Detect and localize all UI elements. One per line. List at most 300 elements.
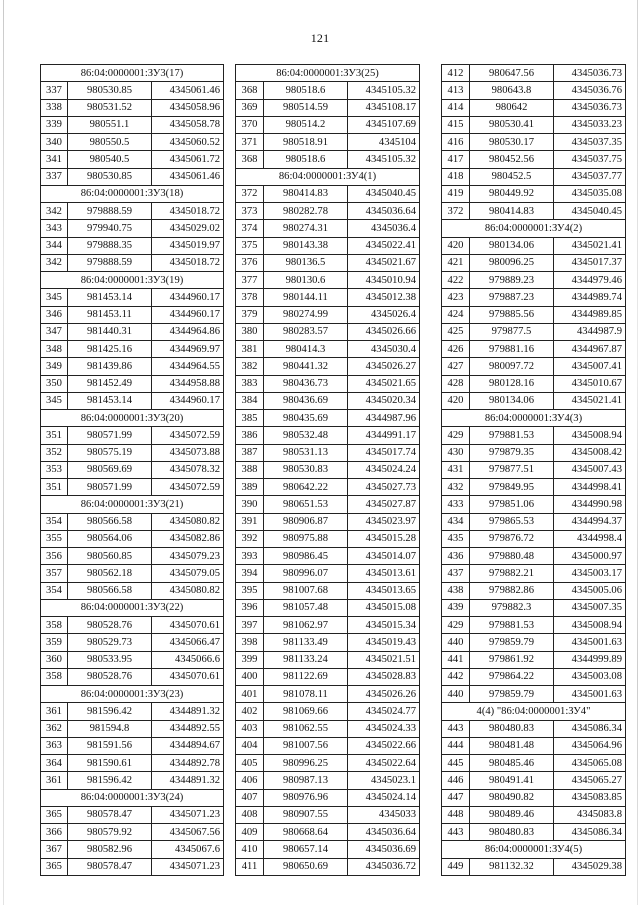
coordinate-row xyxy=(236,203,420,220)
coordinate-row xyxy=(236,617,420,634)
coordinate-row xyxy=(41,254,224,271)
point-number: 442 xyxy=(442,668,470,685)
y-coordinate: 4345082.86 xyxy=(152,530,224,547)
x-coordinate: 980532.48 xyxy=(264,427,348,444)
point-number: 390 xyxy=(236,496,264,513)
y-coordinate: 4344994.37 xyxy=(554,513,626,530)
point-number: 433 xyxy=(442,496,470,513)
y-coordinate: 4345020.34 xyxy=(348,392,420,409)
point-number: 361 xyxy=(41,703,68,720)
x-coordinate: 980480.83 xyxy=(470,824,554,841)
y-coordinate: 4345026.27 xyxy=(348,358,420,375)
x-coordinate: 980441.32 xyxy=(264,358,348,375)
point-number: 378 xyxy=(236,289,264,306)
coordinate-row xyxy=(236,254,420,271)
x-coordinate: 980436.69 xyxy=(264,392,348,409)
coordinate-row xyxy=(442,65,626,82)
coordinate-row xyxy=(41,392,224,409)
x-coordinate: 981078.11 xyxy=(264,686,348,703)
y-coordinate: 4345023.1 xyxy=(348,772,420,789)
y-coordinate: 4345036.64 xyxy=(348,824,420,841)
x-coordinate: 981062.55 xyxy=(264,720,348,737)
coordinate-row xyxy=(442,737,626,754)
coordinate-row xyxy=(236,599,420,616)
point-number: 429 xyxy=(442,617,470,634)
point-number: 346 xyxy=(41,306,68,323)
point-number: 337 xyxy=(41,168,68,185)
point-number: 426 xyxy=(442,341,470,358)
y-coordinate: 4345014.07 xyxy=(348,548,420,565)
coordinate-row xyxy=(41,755,224,772)
coordinate-row xyxy=(41,427,224,444)
coordinate-row xyxy=(442,651,626,668)
y-coordinate: 4345010.94 xyxy=(348,272,420,289)
y-coordinate: 4345107.69 xyxy=(348,116,420,133)
y-coordinate: 4345013.61 xyxy=(348,565,420,582)
coordinate-row xyxy=(442,151,626,168)
y-coordinate: 4345036.73 xyxy=(554,99,626,116)
point-number: 350 xyxy=(41,375,68,392)
parcel-header: 86:04:0000001:ЗУ3(19) xyxy=(41,272,224,289)
x-coordinate: 980643.8 xyxy=(470,82,554,99)
y-coordinate: 4345104 xyxy=(348,134,420,151)
point-number: 429 xyxy=(442,427,470,444)
point-number: 372 xyxy=(442,203,470,220)
y-coordinate: 4345079.05 xyxy=(152,565,224,582)
point-number: 425 xyxy=(442,323,470,340)
point-number: 409 xyxy=(236,824,264,841)
x-coordinate: 981069.66 xyxy=(264,703,348,720)
point-number: 364 xyxy=(41,755,68,772)
point-number: 431 xyxy=(442,461,470,478)
coordinate-row xyxy=(442,461,626,478)
coordinate-row xyxy=(236,82,420,99)
point-number: 368 xyxy=(236,82,264,99)
point-number: 440 xyxy=(442,634,470,651)
y-coordinate: 4345036.64 xyxy=(348,203,420,220)
y-coordinate: 4345067.6 xyxy=(152,841,224,858)
x-coordinate: 979881.53 xyxy=(470,427,554,444)
x-coordinate: 979882.21 xyxy=(470,565,554,582)
x-coordinate: 980647.56 xyxy=(470,65,554,82)
coordinate-row xyxy=(442,755,626,772)
x-coordinate: 980560.85 xyxy=(68,548,152,565)
point-number: 401 xyxy=(236,686,264,703)
coordinate-row xyxy=(41,289,224,306)
coordinate-row xyxy=(41,720,224,737)
y-coordinate: 4345008.94 xyxy=(554,427,626,444)
coordinate-row xyxy=(236,306,420,323)
point-number: 365 xyxy=(41,806,68,823)
y-coordinate: 4345029.02 xyxy=(152,220,224,237)
y-coordinate: 4345033 xyxy=(348,806,420,823)
coordinate-row xyxy=(236,651,420,668)
parcel-header-row xyxy=(41,410,224,427)
x-coordinate: 981439.86 xyxy=(68,358,152,375)
x-coordinate: 980528.76 xyxy=(68,617,152,634)
point-number: 341 xyxy=(41,151,68,168)
parcel-header: 86:04:0000001:ЗУ3(23) xyxy=(41,686,224,703)
y-coordinate: 4345000.97 xyxy=(554,548,626,565)
y-coordinate: 4345003.08 xyxy=(554,668,626,685)
coordinate-row xyxy=(236,272,420,289)
coordinate-row xyxy=(236,116,420,133)
y-coordinate: 4345024.77 xyxy=(348,703,420,720)
x-coordinate: 979881.16 xyxy=(470,341,554,358)
parcel-header: 86:04:0000001:ЗУ3(18) xyxy=(41,185,224,202)
point-number: 387 xyxy=(236,444,264,461)
coordinate-row xyxy=(442,341,626,358)
x-coordinate: 981596.42 xyxy=(68,772,152,789)
coordinate-row xyxy=(41,134,224,151)
point-number: 361 xyxy=(41,772,68,789)
coordinate-row xyxy=(442,617,626,634)
x-coordinate: 980566.58 xyxy=(68,513,152,530)
coordinate-row xyxy=(41,168,224,185)
y-coordinate: 4345060.52 xyxy=(152,134,224,151)
coordinate-row xyxy=(41,203,224,220)
point-number: 354 xyxy=(41,582,68,599)
point-number: 430 xyxy=(442,444,470,461)
x-coordinate: 979849.95 xyxy=(470,479,554,496)
point-number: 413 xyxy=(442,82,470,99)
y-coordinate: 4345037.75 xyxy=(554,151,626,168)
coordinate-row xyxy=(442,479,626,496)
coordinate-row xyxy=(442,668,626,685)
point-number: 365 xyxy=(41,858,68,875)
coordinate-row xyxy=(442,513,626,530)
point-number: 384 xyxy=(236,392,264,409)
point-number: 436 xyxy=(442,548,470,565)
x-coordinate: 980657.14 xyxy=(264,841,348,858)
coordinate-row xyxy=(442,116,626,133)
coordinate-row xyxy=(41,444,224,461)
coordinate-row xyxy=(442,789,626,806)
y-coordinate: 4345036.69 xyxy=(348,841,420,858)
x-coordinate: 981132.32 xyxy=(470,858,554,875)
x-coordinate: 981594.8 xyxy=(68,720,152,737)
parcel-header: 86:04:0000001:ЗУ3(22) xyxy=(41,599,224,616)
x-coordinate: 980414.3 xyxy=(264,341,348,358)
x-coordinate: 981591.56 xyxy=(68,737,152,754)
y-coordinate: 4345071.23 xyxy=(152,806,224,823)
coordinate-row xyxy=(236,806,420,823)
coordinate-row xyxy=(41,237,224,254)
y-coordinate: 4345105.32 xyxy=(348,82,420,99)
coordinate-row xyxy=(442,824,626,841)
point-number: 354 xyxy=(41,513,68,530)
y-coordinate: 4345108.17 xyxy=(348,99,420,116)
coordinate-row xyxy=(442,203,626,220)
x-coordinate: 979887.23 xyxy=(470,289,554,306)
y-coordinate: 4345021.67 xyxy=(348,254,420,271)
y-coordinate: 4345021.65 xyxy=(348,375,420,392)
point-number: 386 xyxy=(236,427,264,444)
x-coordinate: 980651.53 xyxy=(264,496,348,513)
y-coordinate: 4345083.8 xyxy=(554,806,626,823)
coordinate-row xyxy=(442,254,626,271)
coordinate-row xyxy=(41,530,224,547)
coordinate-row xyxy=(41,737,224,754)
coordinate-row xyxy=(236,341,420,358)
y-coordinate: 4344892.55 xyxy=(152,720,224,737)
point-number: 420 xyxy=(442,237,470,254)
x-coordinate: 980097.72 xyxy=(470,358,554,375)
y-coordinate: 4344979.46 xyxy=(554,272,626,289)
y-coordinate: 4345037.77 xyxy=(554,168,626,185)
coordinate-row xyxy=(41,341,224,358)
y-coordinate: 4345036.76 xyxy=(554,82,626,99)
point-number: 351 xyxy=(41,427,68,444)
coordinate-row xyxy=(442,375,626,392)
x-coordinate: 980514.2 xyxy=(264,116,348,133)
point-number: 342 xyxy=(41,254,68,271)
x-coordinate: 979851.06 xyxy=(470,496,554,513)
x-coordinate: 980575.19 xyxy=(68,444,152,461)
coordinate-row xyxy=(41,824,224,841)
coordinates-table-left xyxy=(40,64,224,876)
x-coordinate: 980530.17 xyxy=(470,134,554,151)
x-coordinate: 980650.69 xyxy=(264,858,348,875)
point-number: 415 xyxy=(442,116,470,133)
coordinate-row xyxy=(442,599,626,616)
coordinate-row xyxy=(442,134,626,151)
y-coordinate: 4345008.42 xyxy=(554,444,626,461)
x-coordinate: 980282.78 xyxy=(264,203,348,220)
point-number: 363 xyxy=(41,737,68,754)
y-coordinate: 4345007.43 xyxy=(554,461,626,478)
parcel-header: 86:04:0000001:ЗУ4(5) xyxy=(442,841,626,858)
y-coordinate: 4345066.6 xyxy=(152,651,224,668)
parcel-header: 4(4) "86:04:0000001:ЗУ4" xyxy=(442,703,626,720)
y-coordinate: 4345079.23 xyxy=(152,548,224,565)
point-number: 388 xyxy=(236,461,264,478)
y-coordinate: 4344960.17 xyxy=(152,392,224,409)
parcel-header: 86:04:0000001:ЗУ4(2) xyxy=(442,220,626,237)
point-number: 439 xyxy=(442,599,470,616)
x-coordinate: 980274.99 xyxy=(264,306,348,323)
y-coordinate: 4345001.63 xyxy=(554,634,626,651)
parcel-header: 86:04:0000001:ЗУ3(21) xyxy=(41,496,224,513)
y-coordinate: 4345070.61 xyxy=(152,668,224,685)
point-number: 414 xyxy=(442,99,470,116)
y-coordinate: 4345022.41 xyxy=(348,237,420,254)
coordinate-row xyxy=(236,772,420,789)
y-coordinate: 4345015.34 xyxy=(348,617,420,634)
y-coordinate: 4344991.17 xyxy=(348,427,420,444)
point-number: 417 xyxy=(442,151,470,168)
coordinate-row xyxy=(41,841,224,858)
coordinate-row xyxy=(41,634,224,651)
coordinate-row xyxy=(236,496,420,513)
y-coordinate: 4345071.23 xyxy=(152,858,224,875)
x-coordinate: 980975.88 xyxy=(264,530,348,547)
x-coordinate: 980435.69 xyxy=(264,410,348,427)
y-coordinate: 4345030.4 xyxy=(348,341,420,358)
y-coordinate: 4345066.47 xyxy=(152,634,224,651)
y-coordinate: 4345010.67 xyxy=(554,375,626,392)
point-number: 366 xyxy=(41,824,68,841)
point-number: 427 xyxy=(442,358,470,375)
point-number: 434 xyxy=(442,513,470,530)
point-number: 422 xyxy=(442,272,470,289)
point-number: 347 xyxy=(41,323,68,340)
point-number: 423 xyxy=(442,289,470,306)
x-coordinate: 980134.06 xyxy=(470,392,554,409)
parcel-header: 86:04:0000001:ЗУ3(25) xyxy=(236,65,420,82)
point-number: 353 xyxy=(41,461,68,478)
y-coordinate: 4345021.51 xyxy=(348,651,420,668)
coordinate-row xyxy=(442,82,626,99)
x-coordinate: 979881.53 xyxy=(470,617,554,634)
x-coordinate: 980096.25 xyxy=(470,254,554,271)
y-coordinate: 4345029.38 xyxy=(554,858,626,875)
x-coordinate: 979880.48 xyxy=(470,548,554,565)
coordinate-row xyxy=(442,168,626,185)
y-coordinate: 4344964.86 xyxy=(152,323,224,340)
x-coordinate: 980514.59 xyxy=(264,99,348,116)
coordinate-row xyxy=(442,565,626,582)
coordinate-row xyxy=(442,772,626,789)
point-number: 359 xyxy=(41,634,68,651)
x-coordinate: 981122.69 xyxy=(264,668,348,685)
y-coordinate: 4345072.59 xyxy=(152,427,224,444)
point-number: 373 xyxy=(236,203,264,220)
point-number: 369 xyxy=(236,99,264,116)
y-coordinate: 4344989.85 xyxy=(554,306,626,323)
y-coordinate: 4345017.74 xyxy=(348,444,420,461)
point-number: 407 xyxy=(236,789,264,806)
parcel-header-row xyxy=(236,168,420,185)
x-coordinate: 980518.6 xyxy=(264,151,348,168)
x-coordinate: 981133.24 xyxy=(264,651,348,668)
y-coordinate: 4345072.59 xyxy=(152,479,224,496)
point-number: 392 xyxy=(236,530,264,547)
y-coordinate: 4345064.96 xyxy=(554,737,626,754)
x-coordinate: 981452.49 xyxy=(68,375,152,392)
y-coordinate: 4345013.65 xyxy=(348,582,420,599)
y-coordinate: 4345005.06 xyxy=(554,582,626,599)
parcel-header: 86:04:0000001:ЗУ3(17) xyxy=(41,65,224,82)
coordinate-row xyxy=(41,116,224,133)
x-coordinate: 980564.06 xyxy=(68,530,152,547)
x-coordinate: 980134.06 xyxy=(470,237,554,254)
x-coordinate: 980579.92 xyxy=(68,824,152,841)
coordinate-row xyxy=(41,82,224,99)
point-number: 381 xyxy=(236,341,264,358)
coordinate-row xyxy=(236,220,420,237)
coordinate-row xyxy=(236,323,420,340)
y-coordinate: 4345026.66 xyxy=(348,323,420,340)
x-coordinate: 980996.25 xyxy=(264,755,348,772)
x-coordinate: 980452.5 xyxy=(470,168,554,185)
coordinate-row xyxy=(236,479,420,496)
y-coordinate: 4344987.96 xyxy=(348,410,420,427)
coordinate-row xyxy=(236,789,420,806)
point-number: 339 xyxy=(41,116,68,133)
y-coordinate: 4345008.94 xyxy=(554,617,626,634)
point-number: 374 xyxy=(236,220,264,237)
x-coordinate: 980144.11 xyxy=(264,289,348,306)
coordinate-row xyxy=(41,548,224,565)
y-coordinate: 4345019.97 xyxy=(152,237,224,254)
coordinate-row xyxy=(442,858,626,875)
y-coordinate: 4344999.89 xyxy=(554,651,626,668)
y-coordinate: 4345012.38 xyxy=(348,289,420,306)
coordinate-row xyxy=(236,737,420,754)
coordinate-row xyxy=(236,634,420,651)
coordinate-row xyxy=(41,772,224,789)
coordinate-row xyxy=(236,427,420,444)
y-coordinate: 4345026.26 xyxy=(348,686,420,703)
coordinate-row xyxy=(442,720,626,737)
x-coordinate: 980528.76 xyxy=(68,668,152,685)
coordinate-row xyxy=(236,513,420,530)
y-coordinate: 4345026.4 xyxy=(348,306,420,323)
scan-edge-right xyxy=(637,0,638,905)
x-coordinate: 980452.56 xyxy=(470,151,554,168)
y-coordinate: 4345022.66 xyxy=(348,737,420,754)
point-number: 351 xyxy=(41,479,68,496)
coordinate-row xyxy=(41,858,224,875)
y-coordinate: 4345086.34 xyxy=(554,720,626,737)
point-number: 348 xyxy=(41,341,68,358)
point-number: 371 xyxy=(236,134,264,151)
point-number: 421 xyxy=(442,254,470,271)
coordinate-row xyxy=(236,824,420,841)
y-coordinate: 4344894.67 xyxy=(152,737,224,754)
x-coordinate: 980283.57 xyxy=(264,323,348,340)
coordinates-table-right xyxy=(441,64,626,876)
point-number: 405 xyxy=(236,755,264,772)
y-coordinate: 4344891.32 xyxy=(152,703,224,720)
y-coordinate: 4345035.08 xyxy=(554,185,626,202)
y-coordinate: 4344960.17 xyxy=(152,306,224,323)
point-number: 382 xyxy=(236,358,264,375)
x-coordinate: 980642 xyxy=(470,99,554,116)
point-number: 395 xyxy=(236,582,264,599)
coordinate-row xyxy=(442,686,626,703)
coordinate-row xyxy=(41,323,224,340)
point-number: 443 xyxy=(442,824,470,841)
x-coordinate: 980449.92 xyxy=(470,185,554,202)
coordinate-row xyxy=(41,375,224,392)
x-coordinate: 981453.14 xyxy=(68,289,152,306)
x-coordinate: 981440.31 xyxy=(68,323,152,340)
point-number: 375 xyxy=(236,237,264,254)
y-coordinate: 4344891.32 xyxy=(152,772,224,789)
y-coordinate: 4345007.35 xyxy=(554,599,626,616)
x-coordinate: 980907.55 xyxy=(264,806,348,823)
y-coordinate: 4345015.28 xyxy=(348,530,420,547)
x-coordinate: 979859.79 xyxy=(470,686,554,703)
x-coordinate: 980530.85 xyxy=(68,82,152,99)
y-coordinate: 4345024.33 xyxy=(348,720,420,737)
coordinate-row xyxy=(442,530,626,547)
y-coordinate: 4345086.34 xyxy=(554,824,626,841)
parcel-header: 86:04:0000001:ЗУ3(24) xyxy=(41,789,224,806)
point-number: 420 xyxy=(442,392,470,409)
point-number: 362 xyxy=(41,720,68,737)
point-number: 443 xyxy=(442,720,470,737)
coordinate-row xyxy=(41,651,224,668)
x-coordinate: 980562.18 xyxy=(68,565,152,582)
y-coordinate: 4345028.83 xyxy=(348,668,420,685)
x-coordinate: 979889.23 xyxy=(470,272,554,289)
parcel-header-row xyxy=(236,65,420,82)
coordinate-row xyxy=(442,272,626,289)
x-coordinate: 980551.1 xyxy=(68,116,152,133)
